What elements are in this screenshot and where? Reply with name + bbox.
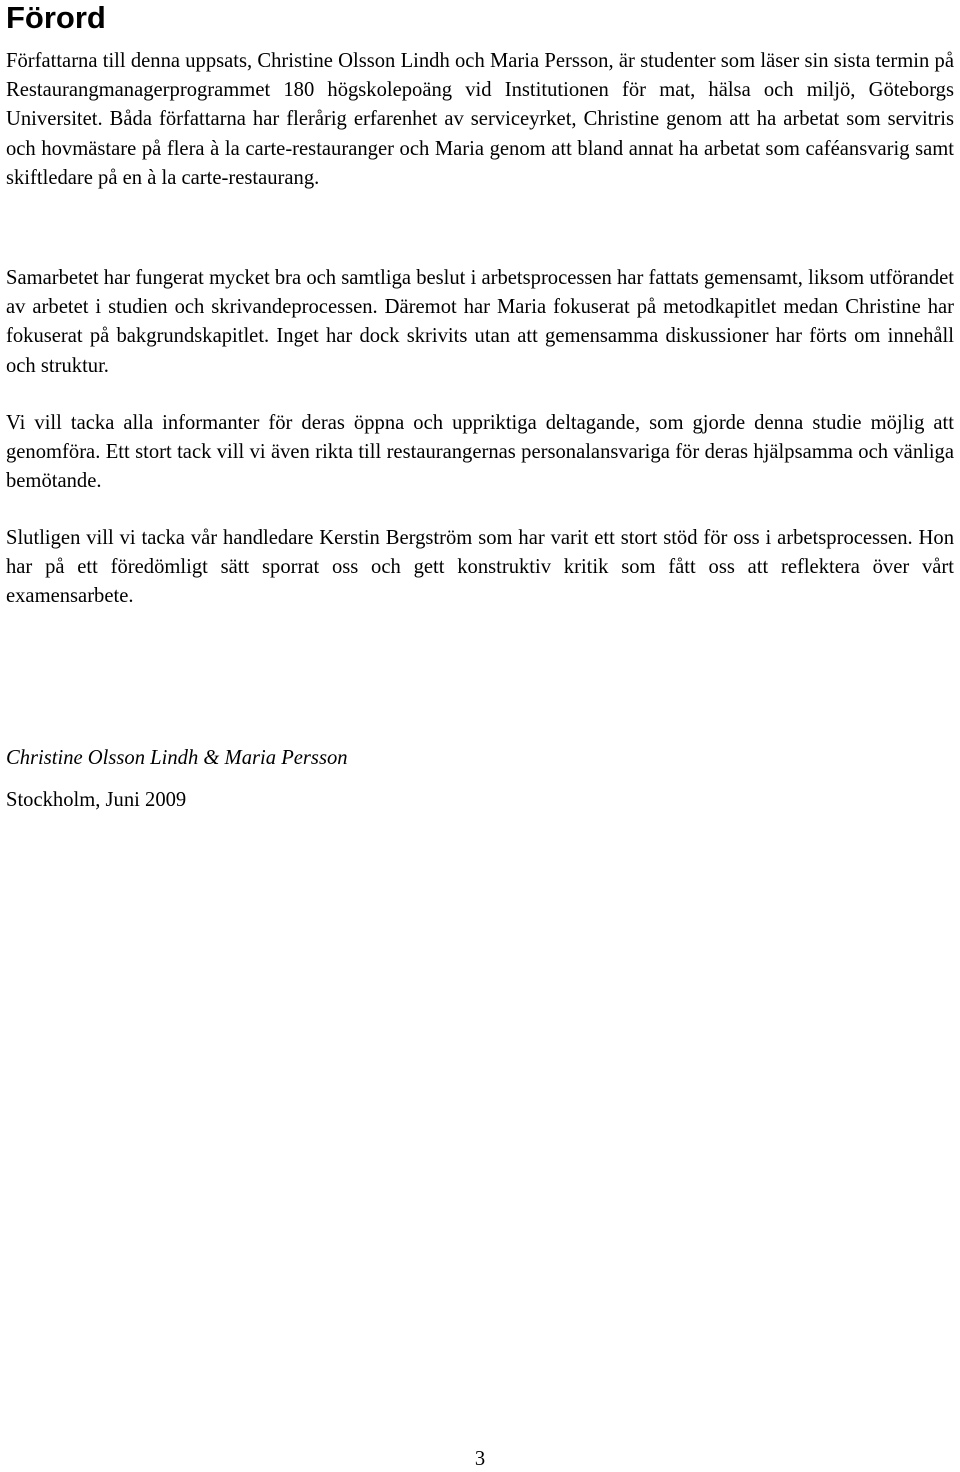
paragraph-collaboration: Samarbetet har fungerat mycket bra och samtliga beslut i arbetsprocessen har fattats gemensamt, liksom utförandet av arbetet i studien och skrivandeprocessen. Däremot har Maria fokuserat på metodkapitlet medan Christine har fokuserat på bakgrundskapitlet. Inget har dock skrivits utan att gemensamma diskussioner har förts om innehåll och struktur. — [6, 267, 954, 377]
paragraph-thanks-supervisor: Slutligen vill vi tacka vår handledare Kerstin Bergström som har varit ett stort stöd för oss i arbetsprocessen. Hon har på ett föredömligt sätt sporrat oss och gett konstruktiv kritik som fått oss att reflektera över vårt examensarbete. — [6, 527, 954, 608]
place-and-date: Stockholm, Juni 2009 — [6, 789, 187, 811]
page-number: 3 — [474, 1448, 486, 1470]
paragraph-thanks-informants: Vi vill tacka alla informanter för deras öppna och uppriktiga deltagande, som gjorde denna studie möjlig att genomföra. Ett stort tack vill vi även rikta till restaurangernas personalansvariga för deras hjälpsamma och vänliga bemötande. — [6, 412, 954, 493]
paragraph-authors: Författarna till denna uppsats, Christine Olsson Lindh och Maria Persson, är studenter som läser sin sista termin på Restaurangmanagerprogrammet 180 högskolepoäng vid Institutionen för mat, hälsa och miljö, Göteborgs Universitet. Båda författarna har flerårig erfarenhet av serviceyrket, Christine genom att ha arbetat som servitris och hovmästare på flera à la carte-restauranger och Maria genom att bland annat ha arbetat som caféansvarig samt skiftledare på en à la carte-restaurang. — [6, 50, 954, 189]
page-heading: Förord — [6, 0, 106, 35]
author-signature: Christine Olsson Lindh & Maria Persson — [6, 747, 348, 769]
